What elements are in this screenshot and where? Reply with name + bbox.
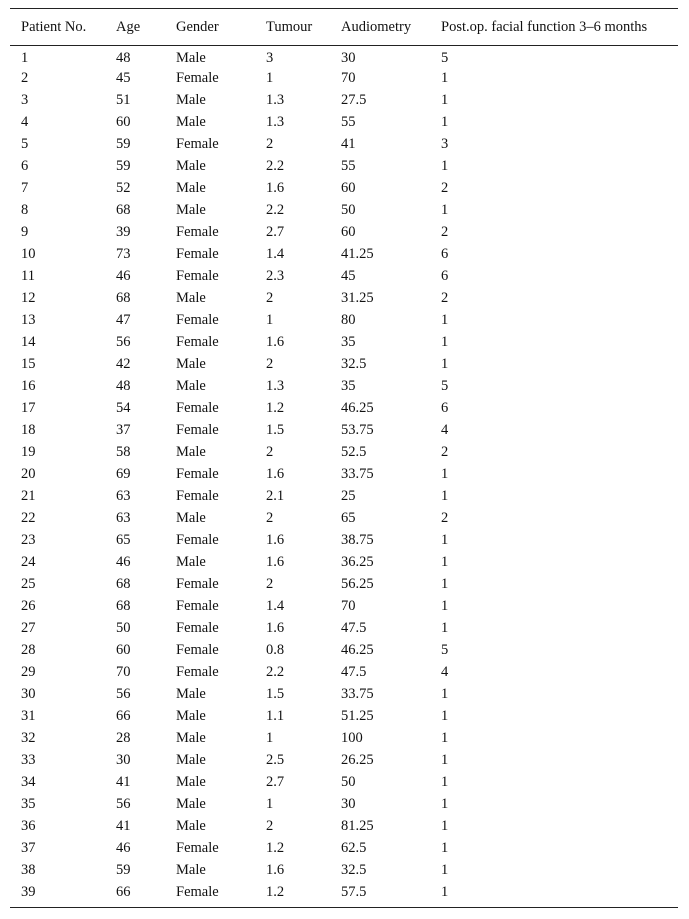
cell-facial-function: 1 [441,334,449,350]
cell-audiometry: 46.25 [341,642,374,658]
cell-age: 28 [116,730,131,746]
cell-audiometry: 65 [341,510,356,526]
cell-age: 46 [116,554,131,570]
cell-tumour: 0.8 [266,642,285,658]
cell-patient-no: 22 [21,510,36,526]
cell-gender: Male [176,49,206,66]
cell-audiometry: 41.25 [341,246,374,262]
cell-gender: Female [176,268,219,284]
header-gender: Gender [176,18,219,35]
cell-tumour: 2.7 [266,774,285,790]
cell-patient-no: 29 [21,664,36,680]
table-row [10,46,678,68]
cell-facial-function: 1 [441,883,449,900]
cell-facial-function: 1 [441,862,449,878]
patient-table-container [10,8,678,908]
cell-tumour: 2.2 [266,158,285,174]
cell-audiometry: 60 [341,180,356,196]
table-header [10,9,678,46]
cell-facial-function: 1 [441,92,449,108]
table-row [10,200,678,222]
table-row [10,376,678,398]
cell-tumour: 2 [266,136,274,152]
cell-age: 51 [116,92,131,108]
cell-audiometry: 32.5 [341,862,367,878]
cell-facial-function: 1 [441,554,449,570]
cell-facial-function: 1 [441,708,449,724]
cell-patient-no: 38 [21,862,36,878]
cell-age: 73 [116,246,131,262]
cell-gender: Male [176,774,206,790]
cell-facial-function: 1 [441,70,449,86]
cell-facial-function: 1 [441,774,449,790]
cell-gender: Male [176,796,206,812]
cell-patient-no: 30 [21,686,36,702]
cell-tumour: 2.1 [266,488,285,504]
cell-tumour: 1.3 [266,114,285,130]
cell-facial-function: 4 [441,664,449,680]
cell-tumour: 1.3 [266,92,285,108]
cell-audiometry: 70 [341,70,356,86]
table-row [10,772,678,794]
cell-patient-no: 35 [21,796,36,812]
cell-age: 46 [116,840,131,856]
cell-facial-function: 1 [441,598,449,614]
cell-facial-function: 5 [441,49,449,66]
cell-age: 63 [116,488,131,504]
cell-gender: Male [176,730,206,746]
cell-audiometry: 57.5 [341,883,367,900]
cell-age: 68 [116,598,131,614]
cell-age: 42 [116,356,131,372]
cell-facial-function: 1 [441,202,449,218]
cell-age: 58 [116,444,131,460]
table-row [10,706,678,728]
cell-patient-no: 26 [21,598,36,614]
cell-tumour: 1 [266,312,274,328]
cell-age: 46 [116,268,131,284]
header-tumour: Tumour [266,18,313,35]
cell-gender: Male [176,92,206,108]
cell-patient-no: 1 [21,49,29,66]
cell-age: 30 [116,752,131,768]
cell-gender: Female [176,224,219,240]
table-row [10,684,678,706]
cell-gender: Male [176,752,206,768]
cell-tumour: 2 [266,356,274,372]
table-row [10,552,678,574]
table-row [10,420,678,442]
table-row [10,398,678,420]
cell-facial-function: 1 [441,488,449,504]
table-row [10,574,678,596]
cell-audiometry: 50 [341,774,356,790]
cell-audiometry: 41 [341,136,356,152]
cell-tumour: 1.6 [266,466,285,482]
cell-audiometry: 45 [341,268,356,284]
cell-age: 60 [116,642,131,658]
table-row [10,332,678,354]
cell-age: 50 [116,620,131,636]
cell-gender: Female [176,840,219,856]
cell-patient-no: 14 [21,334,36,350]
cell-facial-function: 3 [441,136,449,152]
cell-gender: Female [176,246,219,262]
table-row [10,134,678,156]
cell-patient-no: 6 [21,158,29,174]
cell-facial-function: 1 [441,620,449,636]
cell-audiometry: 51.25 [341,708,374,724]
cell-gender: Male [176,356,206,372]
cell-facial-function: 1 [441,730,449,746]
cell-age: 63 [116,510,131,526]
cell-patient-no: 10 [21,246,36,262]
cell-audiometry: 25 [341,488,356,504]
cell-tumour: 1.6 [266,862,285,878]
cell-patient-no: 16 [21,378,36,394]
table-row [10,68,678,90]
table-row [10,860,678,882]
cell-tumour: 2.7 [266,224,285,240]
cell-gender: Female [176,312,219,328]
cell-audiometry: 31.25 [341,290,374,306]
cell-age: 45 [116,70,131,86]
table-row [10,838,678,860]
cell-audiometry: 33.75 [341,686,374,702]
cell-facial-function: 1 [441,158,449,174]
cell-gender: Female [176,400,219,416]
cell-facial-function: 6 [441,246,449,262]
cell-audiometry: 27.5 [341,92,367,108]
table-row [10,156,678,178]
table-row [10,222,678,244]
cell-age: 54 [116,400,131,416]
header-patient-no: Patient No. [21,18,87,35]
cell-audiometry: 70 [341,598,356,614]
cell-tumour: 2.2 [266,202,285,218]
cell-gender: Male [176,686,206,702]
cell-patient-no: 32 [21,730,36,746]
table-row [10,640,678,662]
cell-audiometry: 33.75 [341,466,374,482]
cell-tumour: 1.6 [266,334,285,350]
table-row [10,178,678,200]
cell-gender: Female [176,576,219,592]
cell-gender: Male [176,554,206,570]
cell-gender: Male [176,180,206,196]
cell-patient-no: 17 [21,400,36,416]
cell-age: 68 [116,202,131,218]
cell-tumour: 2 [266,290,274,306]
cell-audiometry: 53.75 [341,422,374,438]
cell-age: 66 [116,883,131,900]
cell-age: 37 [116,422,131,438]
cell-tumour: 1.6 [266,620,285,636]
cell-facial-function: 1 [441,686,449,702]
cell-facial-function: 1 [441,532,449,548]
cell-age: 59 [116,862,131,878]
cell-audiometry: 52.5 [341,444,367,460]
cell-tumour: 2.5 [266,752,285,768]
cell-patient-no: 13 [21,312,36,328]
cell-gender: Female [176,883,219,900]
cell-age: 48 [116,378,131,394]
cell-gender: Female [176,664,219,680]
cell-tumour: 2 [266,510,274,526]
cell-age: 69 [116,466,131,482]
cell-facial-function: 2 [441,224,449,240]
cell-tumour: 1.4 [266,598,285,614]
cell-audiometry: 26.25 [341,752,374,768]
table-row [10,464,678,486]
cell-patient-no: 24 [21,554,36,570]
cell-gender: Female [176,620,219,636]
cell-tumour: 2 [266,576,274,592]
cell-gender: Male [176,114,206,130]
cell-tumour: 1.2 [266,883,285,900]
cell-gender: Male [176,862,206,878]
header-row [10,9,678,46]
cell-audiometry: 56.25 [341,576,374,592]
cell-gender: Male [176,708,206,724]
cell-facial-function: 6 [441,268,449,284]
header-facial-function: Post.op. facial function 3–6 months [441,18,648,35]
cell-patient-no: 7 [21,180,29,196]
cell-audiometry: 100 [341,730,363,746]
cell-patient-no: 28 [21,642,36,658]
cell-facial-function: 2 [441,180,449,196]
table-row [10,442,678,464]
cell-gender: Male [176,510,206,526]
cell-patient-no: 27 [21,620,36,636]
table-row [10,662,678,684]
cell-patient-no: 36 [21,818,36,834]
cell-patient-no: 20 [21,466,36,482]
table-row [10,816,678,838]
cell-tumour: 1.4 [266,246,285,262]
table-row [10,486,678,508]
cell-facial-function: 5 [441,642,449,658]
cell-gender: Female [176,334,219,350]
cell-facial-function: 1 [441,466,449,482]
cell-gender: Male [176,290,206,306]
table-row [10,288,678,310]
cell-age: 56 [116,796,131,812]
cell-tumour: 1 [266,796,274,812]
cell-gender: Female [176,466,219,482]
cell-age: 41 [116,818,131,834]
cell-age: 56 [116,334,131,350]
cell-age: 39 [116,224,131,240]
cell-tumour: 1.1 [266,708,285,724]
cell-patient-no: 21 [21,488,36,504]
cell-audiometry: 35 [341,378,356,394]
cell-gender: Female [176,422,219,438]
table-row [10,266,678,288]
cell-tumour: 2.2 [266,664,285,680]
cell-audiometry: 47.5 [341,664,367,680]
cell-facial-function: 1 [441,818,449,834]
cell-facial-function: 4 [441,422,449,438]
cell-patient-no: 23 [21,532,36,548]
header-audiometry: Audiometry [341,18,412,35]
cell-age: 48 [116,49,131,66]
cell-audiometry: 38.75 [341,532,374,548]
cell-age: 47 [116,312,131,328]
cell-facial-function: 1 [441,796,449,812]
cell-gender: Male [176,158,206,174]
cell-patient-no: 8 [21,202,29,218]
cell-gender: Male [176,378,206,394]
cell-facial-function: 5 [441,378,449,394]
cell-audiometry: 81.25 [341,818,374,834]
table-row [10,244,678,266]
cell-age: 68 [116,576,131,592]
table-row [10,354,678,376]
cell-tumour: 1 [266,730,274,746]
cell-facial-function: 2 [441,444,449,460]
cell-age: 65 [116,532,131,548]
cell-age: 59 [116,158,131,174]
cell-audiometry: 35 [341,334,356,350]
cell-tumour: 1.5 [266,686,285,702]
cell-tumour: 1.5 [266,422,285,438]
cell-gender: Male [176,818,206,834]
cell-facial-function: 1 [441,840,449,856]
cell-gender: Female [176,642,219,658]
cell-age: 59 [116,136,131,152]
cell-tumour: 1.6 [266,180,285,196]
cell-facial-function: 2 [441,290,449,306]
cell-tumour: 1.6 [266,554,285,570]
cell-audiometry: 46.25 [341,400,374,416]
cell-gender: Female [176,598,219,614]
cell-patient-no: 33 [21,752,36,768]
cell-tumour: 2 [266,444,274,460]
table-body [10,46,678,908]
table-row [10,750,678,772]
cell-facial-function: 1 [441,114,449,130]
cell-audiometry: 32.5 [341,356,367,372]
cell-facial-function: 1 [441,312,449,328]
table-row [10,618,678,640]
cell-patient-no: 2 [21,70,29,86]
table-row [10,882,678,908]
cell-gender: Female [176,70,219,86]
cell-age: 68 [116,290,131,306]
cell-audiometry: 55 [341,114,356,130]
table-row [10,794,678,816]
cell-age: 41 [116,774,131,790]
cell-tumour: 3 [266,49,274,66]
table-row [10,508,678,530]
cell-patient-no: 11 [21,268,35,284]
table-row [10,728,678,750]
cell-facial-function: 1 [441,576,449,592]
cell-facial-function: 6 [441,400,449,416]
table-row [10,530,678,552]
cell-age: 70 [116,664,131,680]
cell-patient-no: 9 [21,224,29,240]
cell-facial-function: 1 [441,752,449,768]
cell-patient-no: 31 [21,708,36,724]
cell-tumour: 1 [266,70,274,86]
cell-age: 52 [116,180,131,196]
table-row [10,596,678,618]
cell-gender: Female [176,488,219,504]
cell-patient-no: 5 [21,136,29,152]
cell-audiometry: 80 [341,312,356,328]
cell-audiometry: 62.5 [341,840,367,856]
cell-tumour: 1.2 [266,840,285,856]
cell-audiometry: 55 [341,158,356,174]
table-row [10,112,678,134]
cell-patient-no: 25 [21,576,36,592]
cell-audiometry: 47.5 [341,620,367,636]
cell-facial-function: 2 [441,510,449,526]
cell-audiometry: 60 [341,224,356,240]
cell-audiometry: 30 [341,49,356,66]
cell-tumour: 1.3 [266,378,285,394]
table-row [10,90,678,112]
cell-patient-no: 3 [21,92,29,108]
table-row [10,310,678,332]
header-age: Age [116,18,141,35]
cell-patient-no: 37 [21,840,36,856]
cell-audiometry: 50 [341,202,356,218]
cell-gender: Male [176,444,206,460]
cell-patient-no: 39 [21,883,36,900]
cell-audiometry: 36.25 [341,554,374,570]
cell-patient-no: 19 [21,444,36,460]
cell-audiometry: 30 [341,796,356,812]
patient-table [10,8,678,908]
cell-tumour: 1.2 [266,400,285,416]
cell-tumour: 2 [266,818,274,834]
cell-tumour: 2.3 [266,268,285,284]
cell-gender: Female [176,532,219,548]
cell-age: 66 [116,708,131,724]
cell-patient-no: 4 [21,114,29,130]
cell-patient-no: 15 [21,356,36,372]
cell-patient-no: 34 [21,774,36,790]
cell-tumour: 1.6 [266,532,285,548]
cell-age: 60 [116,114,131,130]
cell-gender: Female [176,136,219,152]
cell-facial-function: 1 [441,356,449,372]
cell-patient-no: 18 [21,422,36,438]
cell-gender: Male [176,202,206,218]
cell-patient-no: 12 [21,290,36,306]
cell-age: 56 [116,686,131,702]
